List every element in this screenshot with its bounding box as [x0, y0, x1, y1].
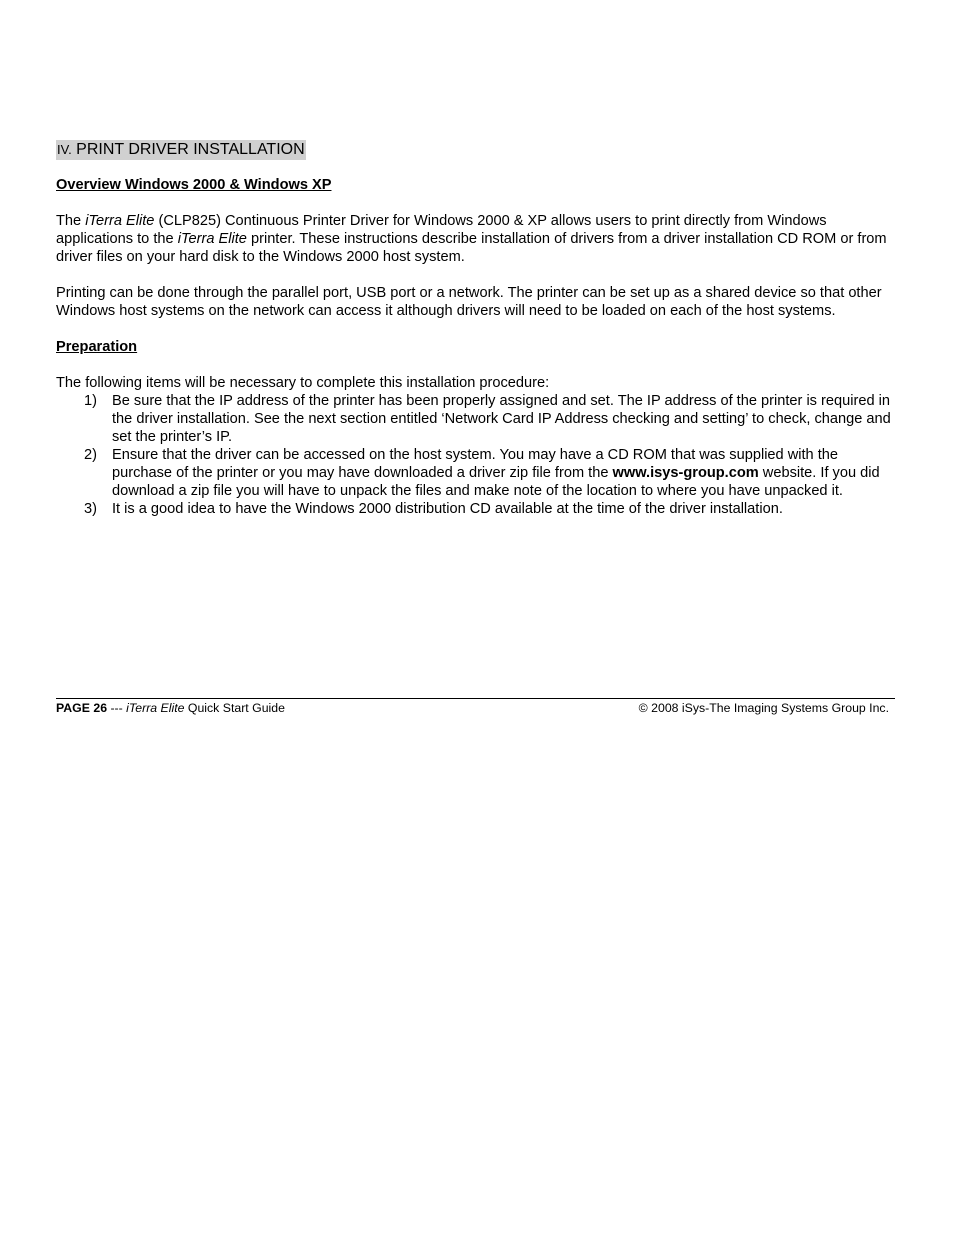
- section-heading: [56, 140, 306, 160]
- product-name: iTerra Elite: [177, 231, 247, 247]
- list-item: 2) Ensure that the driver can be accessed on the host system. You may have a CD ROM that was supplied with the purchase of the printer or you may have downloaded a driver zip file from the www.isys-group.com website. If you did download a zip file you will have to unpack the files and make note of the location to where you have unpacked it.: [84, 447, 880, 499]
- preparation-heading: Preparation: [56, 339, 138, 355]
- product-name: iTerra Elite: [85, 213, 155, 229]
- section-title: PRINT DRIVER INSTALLATION: [76, 141, 305, 158]
- page-footer: [56, 698, 895, 715]
- list-item: 1) Be sure that the IP address of the printer has been properly assigned and set. The IP address of the printer is required in the driver installation. See the next section entitled ‘Network Card IP Address checking and setting’ to check, change and set the printer’s IP.: [84, 393, 891, 445]
- website-link: www.isys-group.com: [612, 465, 759, 481]
- page-number: PAGE 26: [56, 701, 108, 715]
- section-number: IV.: [57, 142, 72, 157]
- overview-paragraph-2: Printing can be done through the parallel port, USB port or a network. The printer can be set up as a shared device so that other Windows host systems on the network can access it although drivers will need to be loaded on each of the host systems.: [56, 285, 882, 319]
- footer-copyright: © 2008 iSys-The Imaging Systems Group Inc.: [638, 701, 889, 715]
- document-page: [56, 140, 898, 518]
- footer-left: PAGE 26 --- iTerra Elite Quick Start Guide: [56, 701, 285, 715]
- preparation-list: [56, 392, 898, 518]
- overview-paragraph-1: The iTerra Elite (CLP825) Continuous Printer Driver for Windows 2000 & XP allows users to print directly from Windows applications to the iTerra Elite printer. These instructions describe installation of drivers from a driver installation CD ROM or from driver files on your hard disk to the Windows 2000 host system.: [56, 213, 887, 265]
- footer-product: iTerra Elite: [126, 701, 185, 715]
- list-item: 3) It is a good idea to have the Windows 2000 distribution CD available at the time of the driver installation.: [84, 501, 783, 517]
- preparation-intro: The following items will be necessary to complete this installation procedure:: [56, 375, 550, 391]
- overview-heading: Overview Windows 2000 & Windows XP: [56, 177, 332, 193]
